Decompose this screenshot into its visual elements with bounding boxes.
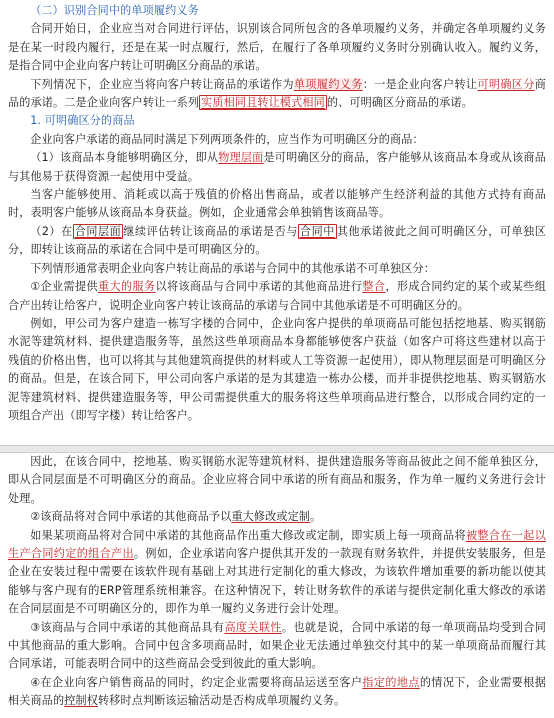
- text-span: （1）该商品本身能够明确区分，即从: [30, 151, 219, 165]
- paragraph: 当客户能够使用、消耗或以高于残值的价格出售商品，或者以能够产生经济利益的其他方式持有商品时，表明客户能够从该商品本身获益。例如，企业通常会单独销售该商品等。: [8, 188, 546, 220]
- paragraph: 合同开始日，企业应当对合同进行评估，识别该合同所包含的各单项履约义务，并确定各单项履约义务是在某一时段内履行，还是在某一时点履行，然后，在履行了各单项履约义务时分别确认收入。履约义务，是指合同中企业向客户转让可明确区分商品的承诺。: [8, 22, 546, 73]
- text-span: ①企业需提供: [30, 280, 98, 294]
- section-heading: （二）识别合同中的单项履约义务: [30, 4, 199, 17]
- highlighted-term: 物理层面: [218, 151, 264, 165]
- text-span: 继续评估转让该商品的承诺是否与: [123, 224, 298, 238]
- paragraph: [8, 674, 546, 711]
- text-span: 。: [310, 510, 322, 524]
- paragraph: 例如，甲公司为客户建造一栋写字楼的合同中，企业向客户提供的单项商品可能包括挖地基、购买钢筋水泥等建筑材料、提供建造服务等，虽然这些单项商品本身都能够使客户获益（如客户可将这些建材以高于残值的价格出售，也可以将其与其他建筑商提供的材料或人工等资源一起使用），即从物理层面是可明确区分的商品。但是，在该合同下，甲公司向客户承诺的是为其建造一栋办公楼，而并非提供挖地基、购买钢筋水泥等建筑材料、提供建造服务等，甲公司需提供重大的服务将这些单项商品进行整合，以形成合同约定的一项组合产出（即写字楼）转让给客户。: [8, 316, 546, 422]
- document-page-2: [0, 453, 554, 718]
- text-span: ④在企业向客户销售商品的同时，约定企业需要将商品运送至客户: [30, 675, 363, 689]
- text-span: 。例如，企业承诺向客户提供其开发的一款现有财务软件，并提供安装服务，但是企业在安装过程中需要在该软件现有基础上对其进行定制化的重大修改，为该软件增加重要的新功能以使其能够与客户现有的ERP管理系统相兼容。在这种情况下，转让财务软件的承诺与提供定制化重大修改的承诺在合同层面是不可明确区分的，即作为单一履约义务进行会计处理。: [8, 547, 546, 616]
- highlighted-term: 整合: [362, 280, 386, 294]
- highlighted-term: 可明确区分: [477, 77, 535, 91]
- highlighted-term: 控制权: [64, 694, 98, 708]
- paragraph: 企业向客户承诺的商品同时满足下列两项条件的，应当作为可明确区分的商品：: [30, 132, 424, 146]
- text-span: 转移时点判断该运输活动是否构成单项履约义务。: [97, 694, 346, 708]
- text-span: 其他承诺彼此之间可明确区分，可单独区分，即转让该商品的承诺在合同中是可明确区分的。: [8, 224, 547, 257]
- text-span: 的情况下，企业需要根据相关商品的: [8, 675, 546, 708]
- text-span: ，形成合同约定的某个或某些组合产出转让给客户，说明企业向客户转让该商品的承诺与合同中其他承诺是不可明确区分的。: [8, 280, 546, 312]
- highlighted-term: 被整合在一起以生产合同约定的组合产出: [8, 528, 546, 561]
- highlighted-term: 重大的服务: [98, 280, 156, 294]
- sub-heading: 1. 可明确区分的商品: [30, 114, 135, 128]
- boxed-term: 合同层面: [74, 224, 122, 238]
- paragraph: [8, 149, 546, 186]
- page-break: [0, 445, 554, 453]
- paragraph: [8, 76, 546, 113]
- boxed-term: 实质相同且转让模式相同: [201, 96, 325, 110]
- highlighted-term: 指定的地点: [362, 675, 420, 689]
- paragraph: 因此，在该合同中，挖地基、购买钢筋水泥等建筑材料、提供建造服务等商品彼此之间不能单独区分，即从合同层面是不可明确区分的商品。企业应将合同中承诺的所有商品和服务，作为单一履约义务进行会计处理。: [8, 455, 546, 505]
- text-span: 是可明确区分的商品，客户能够从该商品本身或从该商品与其他易于获得资源一起使用中受益。: [8, 151, 546, 183]
- highlighted-term: 高度关联性: [224, 620, 282, 634]
- text-span: 的、可明确区分商品的承诺。: [326, 96, 474, 110]
- text-span: 以将该商品与合同中承诺的其他商品进行: [155, 280, 363, 294]
- paragraph: [8, 527, 546, 619]
- text-span: （2）在: [30, 224, 73, 238]
- paragraph: [8, 278, 546, 315]
- highlighted-term: 单项履约义务: [293, 77, 363, 91]
- text-span: 如果某项商品将对合同中承诺的其他商品作出重大修改或定制，即实质上每一项商品将: [30, 528, 466, 542]
- boxed-term: 合同中: [299, 224, 335, 238]
- paragraph: [8, 508, 546, 526]
- paragraph: [8, 223, 546, 260]
- paragraph: [8, 619, 546, 674]
- paragraph: 下列情形通常表明企业向客户转让商品的承诺与合同中的其他承诺不可单独区分：: [30, 261, 435, 275]
- text-span: ②该商品将对合同中承诺的其他商品予以: [30, 510, 232, 524]
- text-span: ③该商品与合同中承诺的其他商品具有: [30, 620, 225, 634]
- highlighted-term: 重大修改或定制: [231, 510, 311, 524]
- text-span: ：一是企业向客户转让: [362, 77, 478, 91]
- text-span: 。也就是说，合同中承诺的每一单项商品均受到合同中其他商品的重大影响。合同中包含多项商品时，如果企业无法通过单独交付其中的某一单项商品而履行其合同承诺，可能表明合同中的这些商品会受到彼此的重大影响。: [8, 620, 546, 671]
- text-span: 商品的承诺。二是企业向客户转让一系列: [8, 77, 546, 110]
- text-span: 下列情况下，企业应当将向客户转让商品的承诺作为: [30, 77, 294, 91]
